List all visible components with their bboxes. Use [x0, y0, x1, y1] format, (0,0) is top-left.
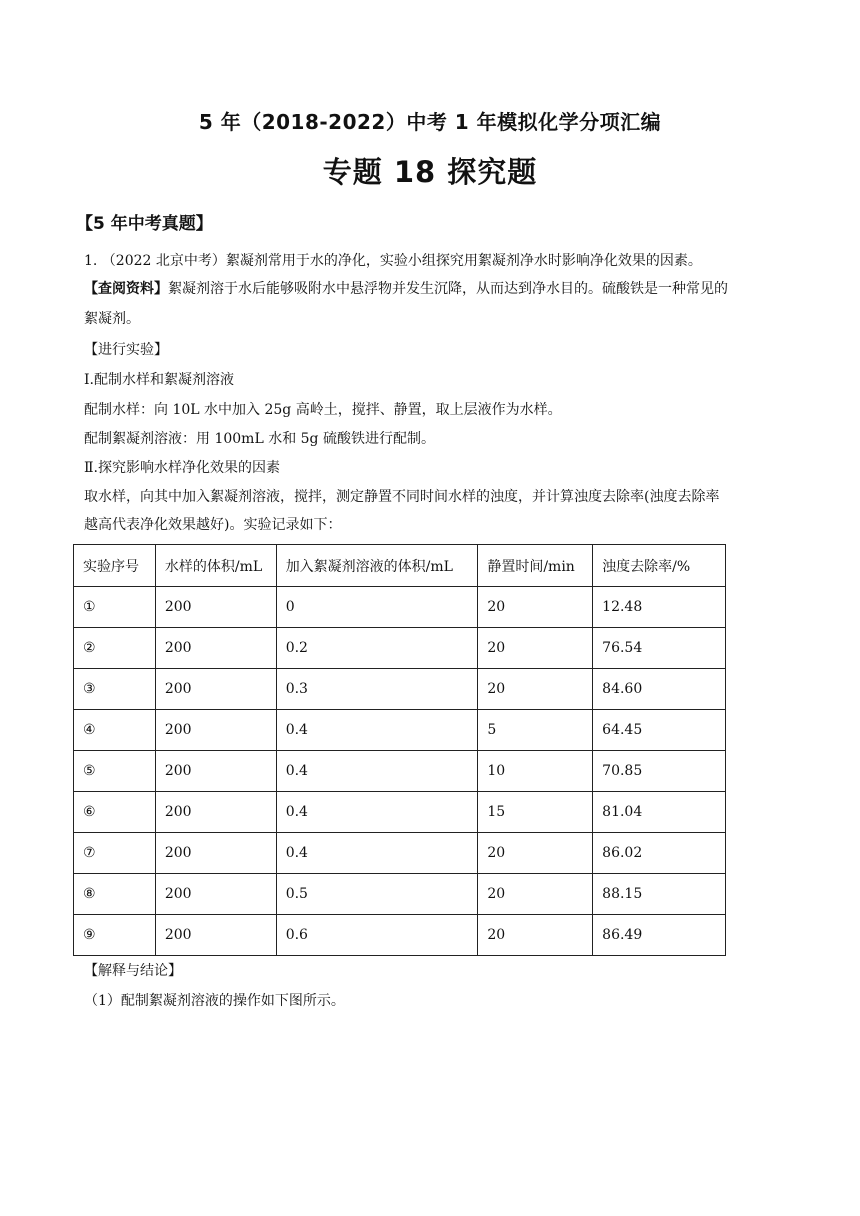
table-header-cell: 实验序号	[74, 545, 156, 587]
reference-label: 【查阅资料】	[84, 281, 168, 297]
table-cell: 0.6	[276, 915, 478, 956]
table-cell: 88.15	[593, 874, 726, 915]
table-row	[74, 792, 726, 833]
reference-text: 絮凝剂溶于水后能够吸附水中悬浮物并发生沉降，从而达到净水目的。硫酸铁是一种常见的	[168, 281, 728, 297]
table-cell: 20	[478, 915, 593, 956]
table-cell: 5	[478, 710, 593, 751]
table-row	[74, 628, 726, 669]
table-header-cell: 水样的体积/mL	[155, 545, 276, 587]
question-part-1: （1）配制絮凝剂溶液的操作如下图所示。	[84, 993, 345, 1009]
table-header-row	[74, 545, 726, 587]
table-cell: 20	[478, 874, 593, 915]
table-cell: 0.3	[276, 669, 478, 710]
table-cell: 200	[155, 628, 276, 669]
table-cell: 0.4	[276, 751, 478, 792]
table-cell: 10	[478, 751, 593, 792]
table-cell: ⑤	[74, 751, 156, 792]
table-cell: 0.2	[276, 628, 478, 669]
section-heading: 【5 年中考真题】	[76, 214, 213, 234]
table-cell: 200	[155, 874, 276, 915]
table-cell: 86.02	[593, 833, 726, 874]
topic-title: 专题 18 探究题	[322, 155, 538, 189]
reference-text-line2: 絮凝剂。	[84, 311, 140, 327]
table-cell: 81.04	[593, 792, 726, 833]
experiment-heading: 【进行实验】	[84, 342, 168, 358]
table-cell: 0.5	[276, 874, 478, 915]
table-row	[74, 587, 726, 628]
table-cell: ⑦	[74, 833, 156, 874]
table-row	[74, 669, 726, 710]
table-cell: ③	[74, 669, 156, 710]
table-cell: 0	[276, 587, 478, 628]
table-cell: 200	[155, 833, 276, 874]
table-cell: 64.45	[593, 710, 726, 751]
table-cell: 200	[155, 792, 276, 833]
question-intro: 1. （2022 北京中考）絮凝剂常用于水的净化，实验小组探究用絮凝剂净水时影响净化效果的因素。	[84, 253, 702, 269]
table-cell: 0.4	[276, 792, 478, 833]
table-cell: 20	[478, 587, 593, 628]
step-two-text-line2: 越高代表净化效果越好)。实验记录如下：	[84, 517, 342, 533]
step-one-water-sample: 配制水样：向 10L 水中加入 25g 高岭土，搅拌、静置，取上层液作为水样。	[84, 402, 562, 418]
document-title: 5 年（2018-2022）中考 1 年模拟化学分项汇编	[198, 110, 662, 134]
step-two-text: 取水样，向其中加入絮凝剂溶液，搅拌，测定静置不同时间水样的浊度，并计算浊度去除率(浊度去除率	[84, 489, 720, 505]
table-cell: ⑥	[74, 792, 156, 833]
step-two-heading: Ⅱ.探究影响水样净化效果的因素	[84, 460, 280, 476]
table-row	[74, 874, 726, 915]
conclusion-heading: 【解释与结论】	[84, 963, 182, 979]
table-cell: 200	[155, 587, 276, 628]
table-cell: 200	[155, 751, 276, 792]
step-one-heading: Ⅰ.配制水样和絮凝剂溶液	[84, 372, 234, 388]
table-row	[74, 833, 726, 874]
table-cell: ①	[74, 587, 156, 628]
table-cell: 20	[478, 833, 593, 874]
table-cell: ⑧	[74, 874, 156, 915]
table-cell: ④	[74, 710, 156, 751]
table-cell: 12.48	[593, 587, 726, 628]
table-cell: 20	[478, 628, 593, 669]
step-one-flocculant: 配制絮凝剂溶液：用 100mL 水和 5g 硫酸铁进行配制。	[84, 431, 435, 447]
table-header-cell: 浊度去除率/%	[593, 545, 726, 587]
table-cell: 86.49	[593, 915, 726, 956]
table-cell: ⑨	[74, 915, 156, 956]
table-cell: 20	[478, 669, 593, 710]
table-cell: 200	[155, 710, 276, 751]
table-cell: ②	[74, 628, 156, 669]
table-cell: 200	[155, 669, 276, 710]
table-cell: 15	[478, 792, 593, 833]
reference-paragraph	[84, 278, 728, 300]
table-cell: 70.85	[593, 751, 726, 792]
table-row	[74, 915, 726, 956]
table-row	[74, 710, 726, 751]
table-cell: 76.54	[593, 628, 726, 669]
table-cell: 200	[155, 915, 276, 956]
table-header-cell: 静置时间/min	[478, 545, 593, 587]
table-cell: 84.60	[593, 669, 726, 710]
table-cell: 0.4	[276, 833, 478, 874]
table-row	[74, 751, 726, 792]
experiment-table	[73, 544, 726, 956]
table-cell: 0.4	[276, 710, 478, 751]
table-header-cell: 加入絮凝剂溶液的体积/mL	[276, 545, 478, 587]
